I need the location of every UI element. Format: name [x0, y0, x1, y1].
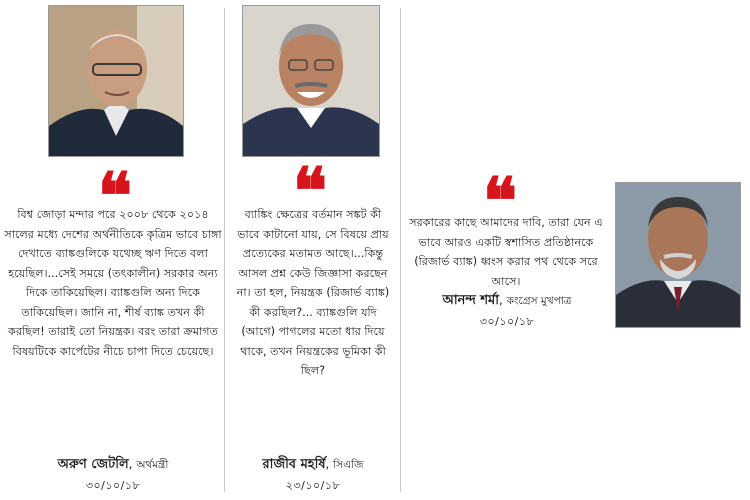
quote-text-1: বিশ্ব জোড়া মন্দার পরে ২০০৮ থেকে ২০১৪ সালের মধ্যে দেশের অর্থনীতিকে কৃত্রিম ভাবে চাঙ্গা দেখাতে ব্যাঙ্কগুলিকে যথেচ্ছ ঋণ দিতে বলা হয়েছিল।...সেই সময়ে (তৎকালীন) সরকার অন্য দিকে তাকিয়েছিল। ব্যাঙ্কগুলি অন্য দিকে তাকিয়েছিল। জানি না, শীর্ষ ব্যাঙ্ক তখন কী করছিল! তারাই তো নিয়ন্ত্রক। বরং তারা ক্রমাগত বিষয়টিকে কার্পেটের নীচে চাপা দিতে চেয়েছে। — [4, 208, 222, 358]
speaker-signature-3 — [402, 291, 612, 312]
speaker-role-3: কংগ্রেস মুখপাত্র — [506, 295, 572, 307]
speaker-signature-1 — [4, 455, 222, 476]
quote-text-2: ব্যাঙ্কিং ক্ষেত্রের বর্তমান সঙ্কট কী ভাবে কাটানো যায়, সে বিষয়ে প্রায় প্রত্যেকের মতামত আছে।...কিন্তু আসল প্রশ্ন কেউ জিজ্ঞাসা করছেন না। তা হল, নিয়ন্ত্রক (রিজার্ভ ব্যাঙ্ক) কী করছিল?... ব্যাঙ্কগুলি যদি (আগে) পাগলের মতো ধার দিয়ে থাকে, তখন নিয়ন্ত্রকের ভূমিকা কী ছিল? — [236, 208, 390, 377]
quote-text-3: সরকারের কাছে আমাদের দাবি, তারা যেন এ ভাবে আরও একটি স্বশাসিত প্রতিষ্ঠানকে (রিজার্ভ ব্যাঙ্ক) ধ্বংস করার পথ থেকে সরে আসে। — [409, 216, 603, 288]
speaker-signature-2 — [228, 455, 398, 476]
speaker-name-2: রাজীব মহর্ষি — [262, 457, 326, 472]
quote-date-1: ৩০/১০/১৮ — [85, 479, 141, 492]
speaker-name-1: অরুণ জেটলি — [57, 457, 129, 472]
quote-mark-icon: ❝ — [292, 160, 328, 204]
portrait-photo-3 — [615, 182, 741, 328]
quote-date-3: ৩০/১০/১৮ — [479, 315, 535, 328]
column-divider-2 — [400, 8, 401, 492]
signature-separator: , — [128, 457, 137, 471]
signature-separator: , — [499, 293, 507, 307]
portrait-photo-1 — [48, 5, 184, 157]
quote-column-2 — [228, 0, 398, 500]
signature-separator: , — [325, 457, 334, 471]
speaker-name-3: আনন্দ শর্মা — [442, 293, 500, 308]
quote-date-2: ২৩/১০/১৮ — [285, 479, 341, 492]
speaker-role-1: অর্থমন্ত্রী — [136, 459, 169, 471]
quote-column-3 — [402, 0, 750, 500]
quote-mark-icon: ❝ — [97, 165, 133, 209]
portrait-photo-2 — [242, 5, 380, 157]
quote-column-1 — [0, 0, 225, 500]
quote-mark-icon: ❝ — [482, 170, 518, 214]
speaker-role-2: সিএজি — [333, 459, 364, 471]
column-divider-1 — [224, 8, 225, 492]
